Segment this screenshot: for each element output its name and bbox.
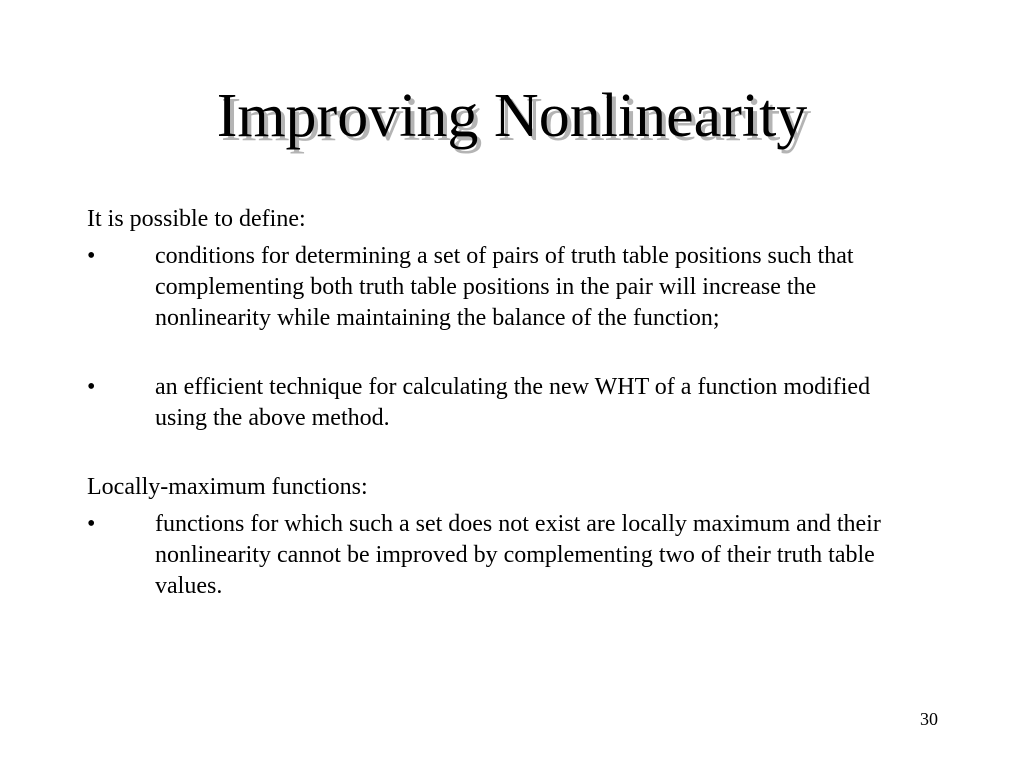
slide-title: Improving Nonlinearity (216, 82, 808, 150)
section-heading-locally-maximum: Locally-maximum functions: (87, 474, 368, 500)
bullet-marker: • (87, 374, 96, 400)
bullet-item (87, 509, 927, 602)
bullet-marker: • (87, 511, 96, 537)
bullet-text: functions for which such a set does not exist are locally maximum and their nonlinearity cannot be improved by complementing two of their truth table values. (155, 511, 881, 599)
bullet-item (87, 372, 927, 434)
slide-body (87, 204, 927, 602)
bullet-marker: • (87, 243, 96, 269)
bullet-text: conditions for determining a set of pairs of truth table positions such that complementing both truth table positions in the pair will increase the nonlinearity while maintaining the balance of the function; (155, 243, 854, 331)
page-number: 30 (920, 709, 938, 729)
bullet-text: an efficient technique for calculating the new WHT of a function modified using the above method. (155, 374, 871, 431)
bullet-item (87, 241, 927, 334)
section-heading-define: It is possible to define: (87, 206, 306, 232)
